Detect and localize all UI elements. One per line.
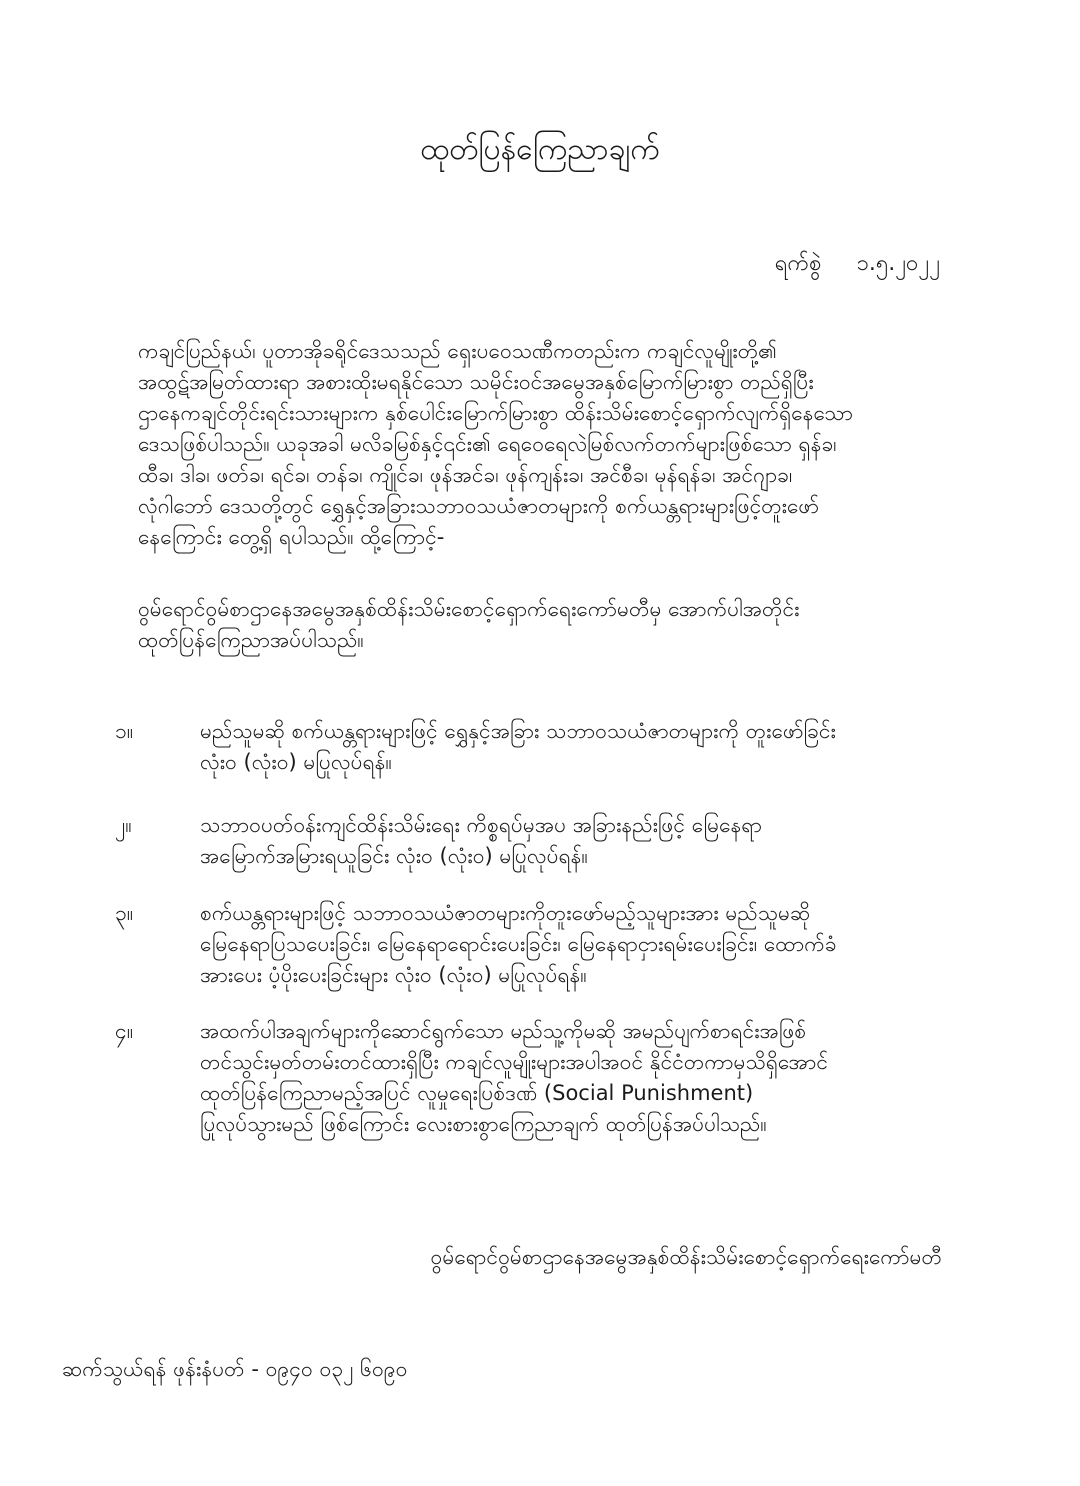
document-title: ထုတ်ပြန်ကြေညာချက် [420, 132, 660, 167]
contact-separator: - [251, 1357, 259, 1381]
intro-paragraph: ကချင်ပြည်နယ်၊ ပူတာအိုခရိုင်ဒေသသည် ရှေးပဝေသဏီကတည်းက ကချင်လူမျိုးတို့၏ အထွဋ်အမြတ်ထားရာ အစားထိုးမရနိုင်သော သမိုင်းဝင်အမွေအနှစ်မြောက်မြားစွာ တည်ရှိပြီး ဌာနေကချင်တိုင်းရင်းသားများက နှစ်ပေါင်းမြောက်မြားစွာ ထိန်းသိမ်းစောင့်ရှောက်လျက်ရှိနေသော ဒေသဖြစ်ပါသည်။ ယခုအခါ မလိခမြစ်နှင့်၎င်း၏ ရေဝေရေလဲမြစ်လက်တက်များဖြစ်သော ရှန်ခ၊ ထီခ၊ ဒါခ၊ ဖတ်ခ၊ ရင်ခ၊ တန်ခ၊ ကျိုင်ခ၊ ဖုန်အင်ခ၊ ဖုန်ကျန်းခ၊ အင်စီခ၊ မုန်ရန်ခ၊ အင်ဂျာခ၊ လုံဂါဘော် ဒေသတို့တွင် ရွှေနှင့်အခြားသဘာဝသယံဇာတများကို စက်ယန္တရားများဖြင့်တူးဖော် နေကြောင်း တွေ့ရှိ ရပါသည်။ ထို့ကြောင့်- [138, 339, 854, 549]
date-line [775, 244, 940, 284]
contact-number: ၀၉၄၀ ၀၃၂ ၆၀၉၀ [265, 1357, 408, 1381]
item-text: မည်သူမဆို စက်ယန္တရားများဖြင့် ရွှေနှင့်အခြား သဘာဝသယံဇာတများကို တူးဖော်ခြင်း လုံး၀ (လုံး၀) မပြုလုပ်ရန်။ [200, 719, 836, 774]
committee-signature: ဝွမ်ရောင်ဝွမ်စာဌာနေအမွေအနှစ်ထိန်းသိမ်းစောင့်ရှောက်ရေးကော်မတီ [430, 1245, 942, 1269]
item-number: ၁။ [115, 719, 134, 743]
item-text: အထက်ပါအချက်များကိုဆောင်ရွက်သော မည်သူ့ကိုမဆို အမည်ပျက်စာရင်းအဖြစ် တင်သွင်းမှတ်တမ်းတင်ထားရှိပြီး ကချင်လူမျိုးများအပါအဝင် နိုင်ငံတကာမှသိရှိအောင် ထုတ်ပြန်ကြေညာမည့်အပြင် လူမှုရေးပြစ်ဒဏ် (Social Punishment) ပြုလုပ်သွားမည် ဖြစ်ကြောင်း လေးစားစွာကြေညာချက် ထုတ်ပြန်အပ်ပါသည်။ [200, 1019, 829, 1136]
item-number: ၄။ [115, 1019, 134, 1043]
announce-paragraph: ဝွမ်ရောင်ဝွမ်စာဌာနေအမွေအနှစ်ထိန်းသိမ်းစောင့်ရှောက်ရေးကော်မတီမှ အောက်ပါအတိုင်း ထုတ်ပြန်ကြေညာအပ်ပါသည်။ [138, 597, 800, 652]
item-text: စက်ယန္တရားများဖြင့် သဘာဝသယံဇာတများကိုတူးဖော်မည့်သူများအား မည်သူမဆို မြေနေရာပြသပေးခြင်း၊ မြေနေရာရောင်းပေးခြင်း၊ မြေနေရာငှားရမ်းပေးခြင်း၊ ထောက်ခံ အားပေး ပံ့ပိုးပေးခြင်းများ လုံး၀ (လုံး၀) မပြုလုပ်ရန်။ [200, 901, 837, 987]
item-text: သဘာဝပတ်ဝန်းကျင်ထိန်းသိမ်းရေး ကိစ္စရပ်မှအပ အခြားနည်းဖြင့် မြေနေရာ အမြောက်အမြားရယူခြင်း လုံး၀ (လုံး၀) မပြုလုပ်ရန်။ [200, 813, 763, 868]
date-value: ၁.၅.၂၀၂၂ [856, 251, 940, 276]
item-number: ၂။ [115, 813, 132, 837]
contact-line [62, 1352, 407, 1386]
item-number: ၃။ [115, 901, 134, 925]
contact-label: ဆက်သွယ်ရန် ဖုန်းနံပတ် [62, 1357, 245, 1381]
date-label: ရက်စွဲ [774, 251, 822, 276]
